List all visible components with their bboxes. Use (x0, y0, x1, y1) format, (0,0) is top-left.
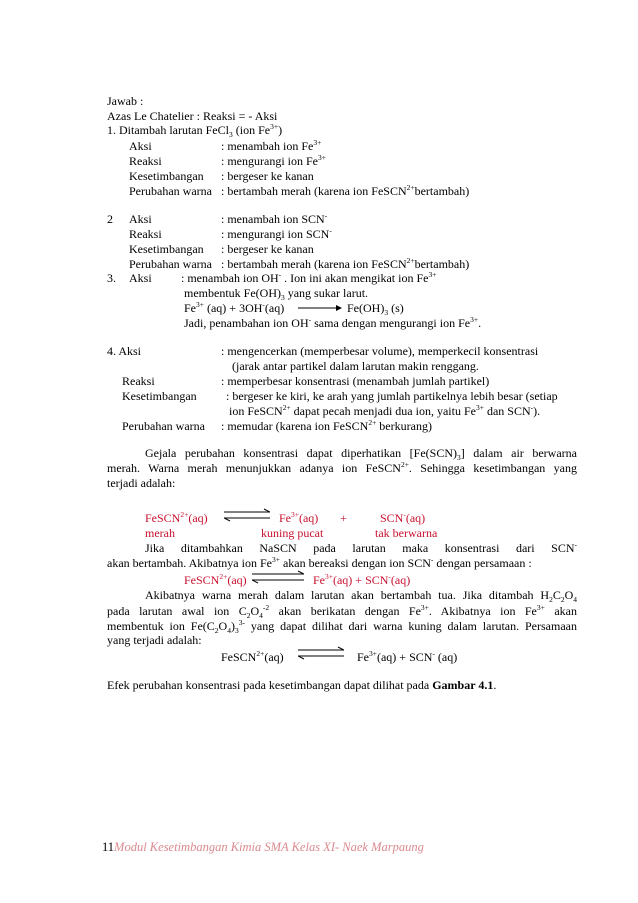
s1-reaksi-value: : mengurangi ion $Fe^{3+}$ (221, 153, 326, 168)
para2-line2: akan bertambah. Akibatnya ion $Fe^{3+}$ akan bereaksi dengan ion SCN- dengan persamaan : (107, 555, 532, 570)
s1-warna-label: Perubahan warna (129, 184, 212, 198)
para1-line1: Gejala perubahan konsentrasi dapat diperhatikan $[Fe(SCN)_3]$ dalam air berwarna (145, 446, 577, 462)
equilibrium-arrow-icon (252, 570, 304, 584)
para3-line4: yang terjadi adalah: (107, 633, 202, 647)
s4-aksi-value-2: (jarak antar partikel dalam larutan makin renggang. (232, 359, 479, 373)
eq1-color-left: merah (145, 526, 175, 540)
para1-line3: terjadi adalah: (107, 476, 176, 490)
figure-reference: Gambar 4.1 (432, 678, 494, 692)
para2-line1: Jika ditambahkan NaSCN pada larutan maka konsentrasi dari SCN- (145, 540, 577, 555)
eq3-left: FeSCN$^{2+}$(aq) (221, 649, 284, 664)
eq1-color-middle: kuning pucat (261, 526, 324, 540)
s2-aksi-label: Aksi (129, 212, 152, 226)
s2-aksi-value: : menambah ion SCN- (221, 211, 328, 226)
s1-aksi-value: : menambah ion $Fe^{3+}$ (221, 138, 322, 153)
s1-warna-value: : bertambah merah (karena ion FeSCN$^{2+}$bertambah) (221, 183, 470, 198)
eq2-right: $Fe^{3+}(aq) + SCN^-(aq)$ (313, 572, 411, 587)
s3-equation-reactants: $Fe^{3+}$ (aq) + 3OH-(aq) (184, 300, 285, 315)
s1-aksi-label: Aksi (129, 139, 152, 153)
s2-warna-label: Perubahan warna (129, 257, 212, 271)
eq2-left: FeSCN$^{2+}$(aq) (184, 572, 247, 587)
s3-aksi-label: Aksi (129, 271, 152, 285)
s3-line1: : menambah ion OH- . Ion ini akan mengikat ion $Fe^{3+}$ (181, 270, 437, 285)
s4-kes-label: Kesetimbangan (122, 389, 197, 403)
eq1-left: FeSCN$^{2+}$(aq) (145, 510, 208, 525)
eq3-right: $Fe^{3+}(aq) + SCN^-$ (aq) (357, 649, 458, 664)
para1-line2: merah. Warna merah menunjukkan adanya ion FeSCN$^{2+}$. Sehingga kesetimbangan yang (107, 460, 577, 475)
s4-kes-value: : bergeser ke kiri, ke arah yang jumlah partikelnya lebih besar (setiap (226, 389, 558, 403)
para3-line2: pada larutan awal ion $C_2O_4^{-2}$ akan berikatan dengan $Fe^{3+}$. Akibatnya ion $Fe^{3+}$ akan (107, 603, 577, 620)
eq1-middle: $Fe^{3+}(aq)$ (279, 510, 319, 525)
reaction-arrow-icon (298, 303, 342, 313)
s1-kes-value: : bergeser ke kanan (221, 169, 314, 183)
eq1-color-right: tak berwarna (375, 526, 438, 540)
s4-aksi-value: : mengencerkan (memperbesar volume), memperkecil konsentrasi (221, 344, 539, 358)
equilibrium-arrow-icon (298, 646, 344, 660)
eq1-right: SCN-(aq) (380, 510, 426, 525)
closing-line: Efek perubahan konsentrasi pada kesetimbangan dapat dilihat pada Gambar 4.1. (107, 678, 497, 692)
s2-warna-value: : bertambah merah (karena ion FeSCN$^{2+}$bertambah) (221, 256, 470, 271)
s3-equation-product: $Fe(OH)_3$ (s) (347, 301, 404, 317)
s2-reaksi-label: Reaksi (129, 227, 162, 241)
eq1-plus: + (340, 511, 347, 525)
s4-kes-value-2: ion FeSCN$^{2+}$ dapat pecah menjadi dua ion, yaitu $Fe^{3+}$ dan SCN-). (229, 403, 541, 418)
s4-warna-label: Perubahan warna (122, 419, 205, 433)
s2-kes-value: : bergeser ke kanan (221, 242, 314, 256)
equilibrium-arrow-icon (224, 508, 270, 522)
answer-label: Jawab : (107, 94, 144, 108)
s1-reaksi-label: Reaksi (129, 154, 162, 168)
s4-title: 4. Aksi (107, 344, 142, 358)
s3-line2: membentuk $Fe(OH)_3$ yang sukar larut. (184, 286, 369, 302)
para3-line3: membentuk ion $Fe(C_2O_4)_3^{3-}$ yang dapat dilihat dari warna kuning dalam larutan. Persamaan (107, 618, 577, 635)
s1-kes-label: Kesetimbangan (129, 169, 204, 183)
para3-line1: Akibatnya warna merah dalam larutan akan bertambah tua. Jika ditambah $H_2C_2O_4$ (145, 588, 577, 604)
s2-kes-label: Kesetimbangan (129, 242, 204, 256)
principle-line: Azas Le Chatelier : Reaksi = - Aksi (107, 109, 278, 123)
page-number: 11 (102, 840, 115, 854)
s4-reaksi-label: Reaksi (122, 374, 155, 388)
section1-title: 1. Ditambah larutan FeCl$_3$ (ion $Fe^{3+}$) (107, 122, 283, 139)
s3-number: 3. (107, 271, 116, 285)
s3-line4: Jadi, penambahan ion OH- sama dengan mengurangi ion $Fe^{3+}$. (184, 315, 482, 330)
s2-number: 2 (107, 212, 113, 226)
page-footer (102, 840, 424, 855)
s2-reaksi-value: : mengurangi ion SCN- (221, 226, 332, 241)
s4-warna-value: : memudar (karena ion FeSCN$^{2+}$ berkurang) (221, 418, 432, 433)
s4-reaksi-value: : memperbesar konsentrasi (menambah jumlah partikel) (221, 374, 490, 388)
footer-text: Modul Kesetimbangan Kimia SMA Kelas XI- Naek Marpaung (114, 840, 424, 854)
